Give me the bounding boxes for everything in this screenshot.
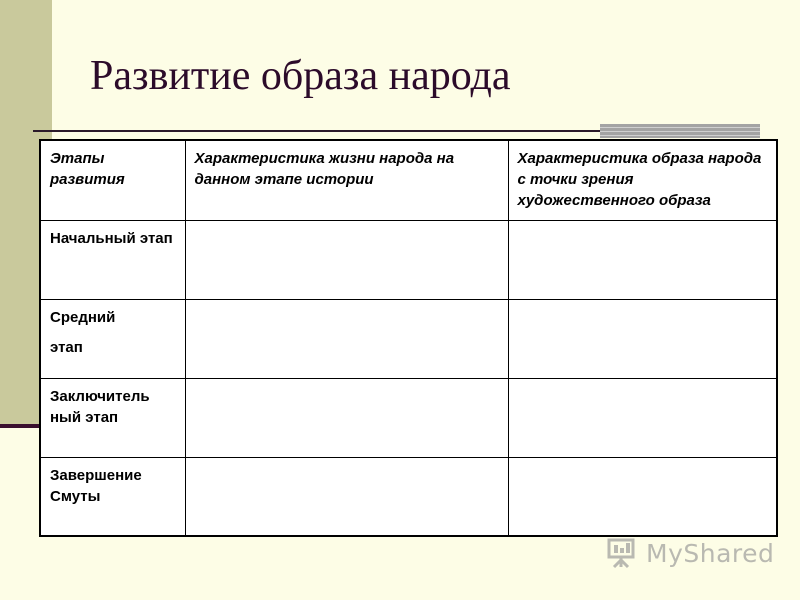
life-cell (185, 378, 508, 457)
life-cell (185, 457, 508, 536)
stage-line: Средний (50, 308, 116, 326)
presentation-board-icon (606, 536, 640, 570)
life-cell (185, 220, 508, 299)
image-cell (508, 299, 777, 378)
myshared-watermark (606, 536, 774, 570)
image-cell (508, 457, 777, 536)
stage-cell: Начальный этап (40, 220, 185, 299)
table-row (40, 220, 777, 299)
title-underline (33, 130, 600, 132)
stage-line: этап (50, 338, 83, 356)
decorative-gray-block (600, 124, 760, 138)
slide-title: Развитие образа народа (90, 53, 511, 99)
table-row (40, 378, 777, 457)
header-image-characteristic: Характеристика образа народа с точки зрения художественного образа (508, 140, 777, 220)
stage-cell: Заключитель ный этап (40, 378, 185, 457)
table-row (40, 299, 777, 378)
header-stages: Этапы развития (40, 140, 185, 220)
watermark-text: MyShared (646, 538, 775, 568)
life-cell (185, 299, 508, 378)
table-header-row (40, 140, 777, 220)
stages-table (39, 139, 778, 537)
image-cell (508, 378, 777, 457)
table-row (40, 457, 777, 536)
stage-cell (40, 299, 185, 378)
header-life-characteristic: Характеристика жизни народа на данном этапе истории (185, 140, 508, 220)
stage-cell: Завершение Смуты (40, 457, 185, 536)
image-cell (508, 220, 777, 299)
